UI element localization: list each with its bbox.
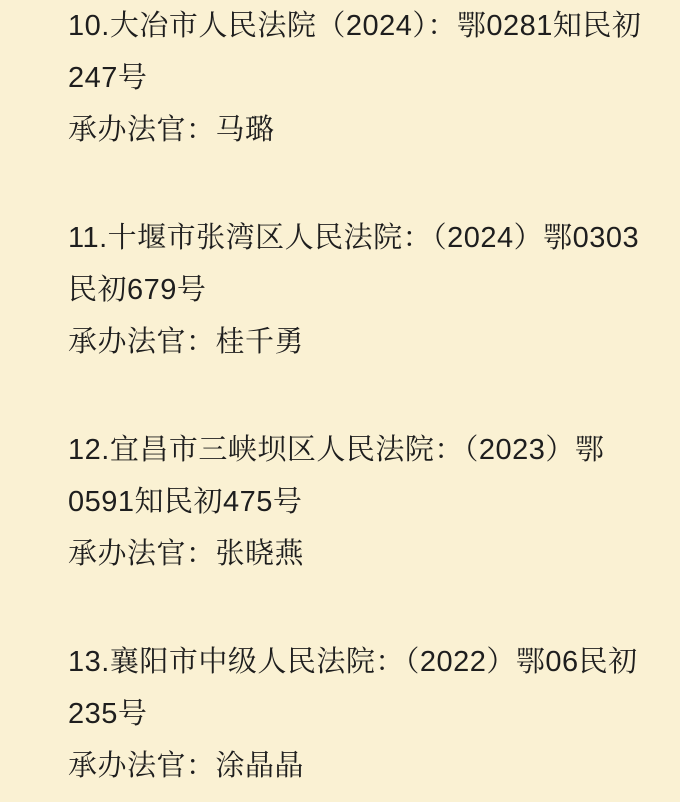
case-title-line: 10.大冶市人民法院（2024）：鄂0281知民初: [68, 10, 642, 42]
judge-line: 承办法官：马璐: [68, 114, 275, 146]
case-title-line: 12.宜昌市三峡坝区人民法院：（2023）鄂: [68, 434, 605, 466]
case-entry-10: [68, 0, 650, 156]
judge-line: 承办法官：涂晶晶: [68, 750, 305, 782]
case-title-line-continued: 民初679号: [68, 274, 207, 306]
case-entry-12: [68, 424, 650, 580]
judge-line: 承办法官：张晓燕: [68, 538, 305, 570]
case-title-line-continued: 0591知民初475号: [68, 486, 303, 518]
case-title-line-continued: 247号: [68, 62, 148, 94]
judge-line: 承办法官：桂千勇: [68, 326, 305, 358]
case-title-line: 11.十堰市张湾区人民法院：（2024）鄂0303: [68, 222, 640, 254]
case-title-line: 13.襄阳市中级人民法院：（2022）鄂06民初: [68, 646, 638, 678]
case-title-line-continued: 235号: [68, 698, 148, 730]
case-entry-13: [68, 636, 650, 792]
case-entry-11: [68, 212, 650, 368]
